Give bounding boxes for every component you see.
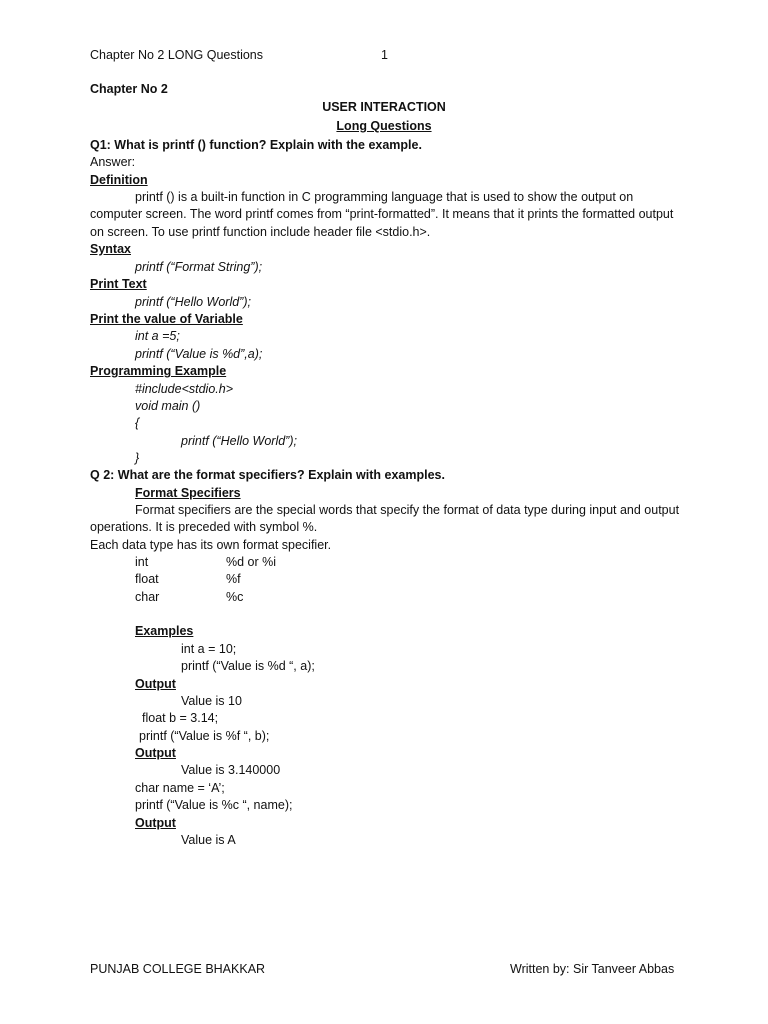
- format-specifiers-heading: Format Specifiers: [135, 486, 241, 500]
- chapter-label: Chapter No 2: [90, 82, 168, 96]
- specifier-type: char: [135, 590, 160, 604]
- output-heading: Output: [135, 746, 176, 760]
- code-line: printf (“Hello World”);: [181, 434, 297, 448]
- format-specifiers-paragraph: Format specifiers are the special words that specify the format of data type during input and output operations. It is preceded with symbol %.: [90, 503, 680, 535]
- output-value: Value is 3.140000: [181, 763, 281, 777]
- code-line: int a = 10;: [181, 642, 237, 656]
- print-value-heading: Print the value of Variable: [90, 312, 243, 326]
- main-title: USER INTERACTION: [322, 100, 446, 114]
- code-line: void main (): [135, 399, 201, 413]
- page-header-title: Chapter No 2 LONG Questions: [90, 48, 263, 62]
- code-line: printf (“Value is %f “, b);: [139, 729, 270, 743]
- code-line: float b = 3.14;: [142, 711, 219, 725]
- syntax-heading: Syntax: [90, 242, 131, 256]
- subtitle-wrap: [90, 118, 678, 135]
- print-text-heading: Print Text: [90, 277, 147, 291]
- programming-example-heading: Programming Example: [90, 364, 227, 378]
- specifier-value: %c: [226, 590, 244, 604]
- code-line: printf (“Value is %c “, name);: [135, 798, 293, 812]
- q2-question: Q 2: What are the format specifiers? Explain with examples.: [90, 468, 445, 482]
- footer-right: Written by: Sir Tanveer Abbas: [510, 962, 675, 976]
- code-line: printf (“Value is %d”,a);: [135, 347, 263, 361]
- syntax-code: printf (“Format String”);: [135, 260, 263, 274]
- answer-label: Answer:: [90, 155, 136, 169]
- footer-left: PUNJAB COLLEGE BHAKKAR: [90, 962, 266, 976]
- specifier-value: %d or %i: [226, 555, 277, 569]
- code-line: }: [135, 451, 140, 465]
- specifier-value: %f: [226, 572, 241, 586]
- output-heading: Output: [135, 816, 176, 830]
- code-line: int a =5;: [135, 329, 180, 343]
- each-type-text: Each data type has its own format specifier.: [90, 538, 332, 552]
- subtitle: Long Questions: [336, 119, 432, 133]
- specifier-type: int: [135, 555, 149, 569]
- output-heading: Output: [135, 677, 176, 691]
- output-value: Value is A: [181, 833, 236, 847]
- examples-heading: Examples: [135, 624, 194, 638]
- code-line: #include<stdio.h>: [135, 382, 233, 396]
- code-line: {: [135, 416, 140, 430]
- print-text-code: printf (“Hello World”);: [135, 295, 251, 309]
- page-number: 1: [381, 48, 388, 62]
- definition-paragraph: printf () is a built-in function in C programming language that is used to show the output on computer screen. The word printf comes from “print-formatted”. It means that it prints the formatted output on screen. To use printf function include header file <stdio.h>.: [90, 190, 674, 239]
- output-value: Value is 10: [181, 694, 242, 708]
- code-line: char name = ‘A’;: [135, 781, 225, 795]
- definition-heading: Definition: [90, 173, 148, 187]
- q1-question: Q1: What is printf () function? Explain with the example.: [90, 138, 422, 152]
- code-line: printf (“Value is %d “, a);: [181, 659, 315, 673]
- specifier-type: float: [135, 572, 159, 586]
